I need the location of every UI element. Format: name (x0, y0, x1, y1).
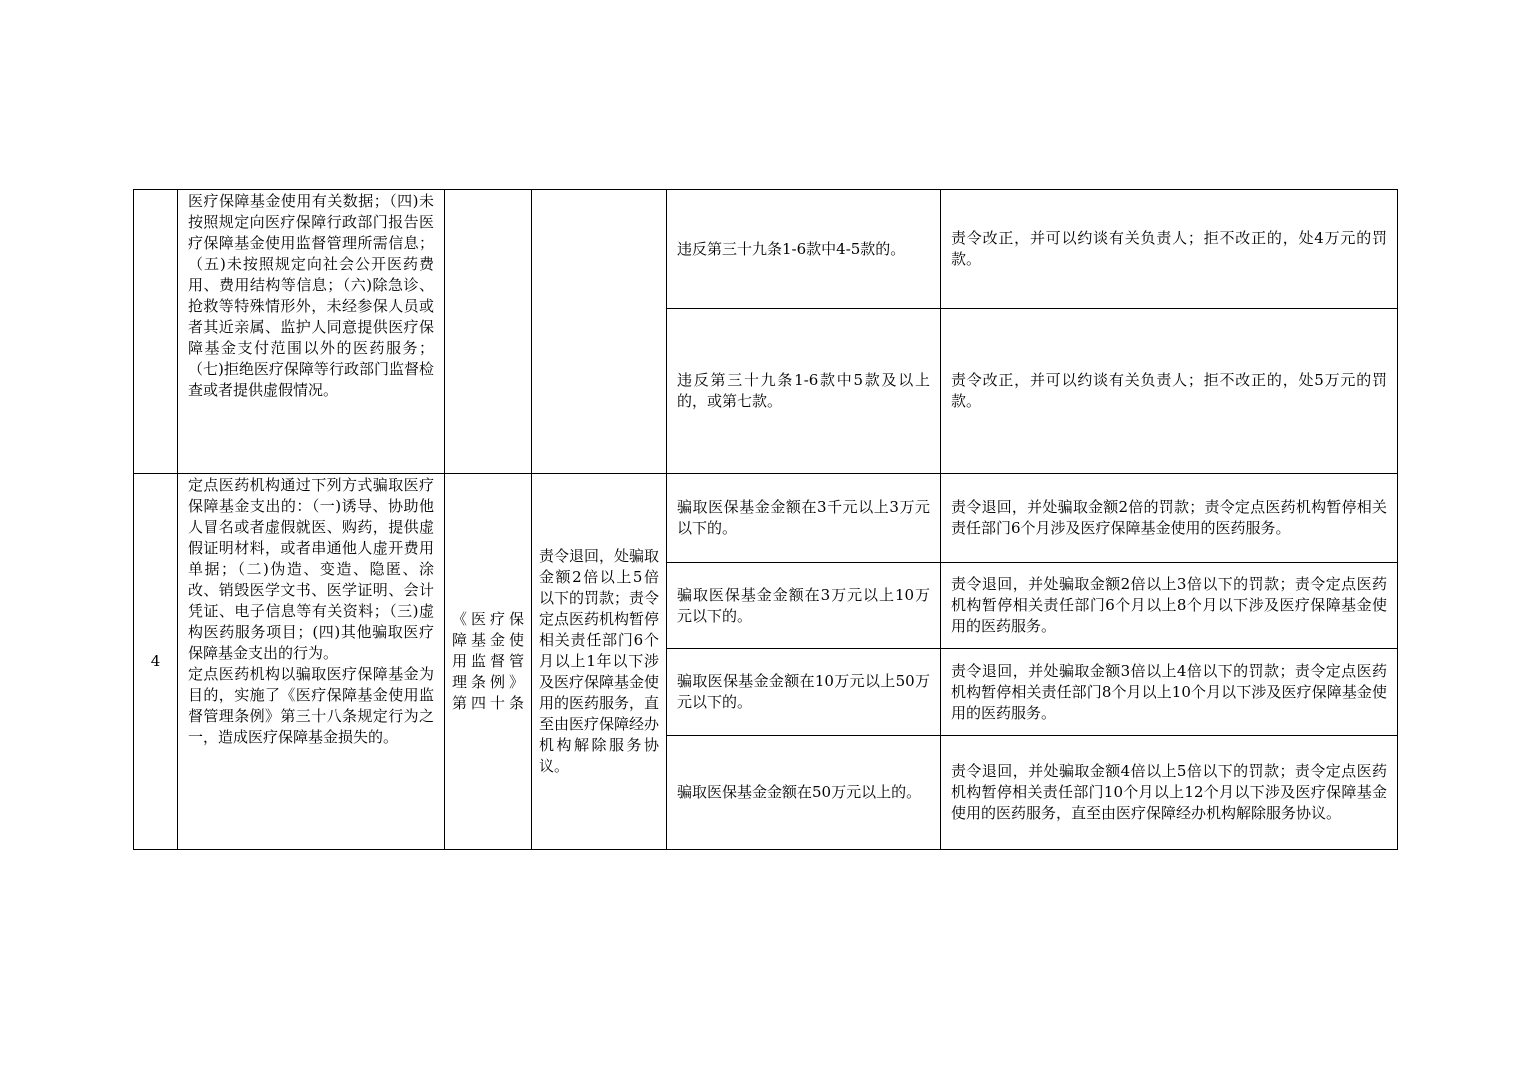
circumstance-cell: 骗取医保基金金额在50万元以上的。 (667, 736, 941, 850)
violation-description-paragraph: 定点医药机构通过下列方式骗取医疗保障基金支出的：（一)诱导、协助他人冒名或者虚假就医、购药，提供虚假证明材料，或者串通他人虚开费用单据；（二)伪造、变造、隐匿、涂改、销毁医学文书、医学证明、会计凭证、电子信息等有关资料；（三)虚构医药服务项目；(四)其他骗取医疗保障基金支出的行为。 (188, 476, 434, 662)
penalty-standard-table (133, 189, 1398, 850)
circumstance-cell: 违反第三十九条1-6款中5款及以上的，或第七款。 (667, 309, 941, 474)
circumstance-cell: 骗取医保基金金额在10万元以上50万元以下的。 (667, 649, 941, 736)
row-number-cell: 4 (134, 474, 178, 850)
penalty-standard-cell: 责令退回，并处骗取金额2倍的罚款；责令定点医药机构暂停相关责任部门6个月涉及医疗保障基金使用的医药服务。 (941, 474, 1398, 563)
violation-description-paragraph: 定点医药机构以骗取医疗保障基金为目的，实施了《医疗保障基金使用监督管理条例》第三十八条规定行为之一，造成医疗保障基金损失的。 (188, 665, 434, 746)
penalty-standard-cell: 责令退回，并处骗取金额2倍以上3倍以下的罚款；责令定点医药机构暂停相关责任部门6个月以上8个月以下涉及医疗保障基金使用的医药服务。 (941, 563, 1398, 649)
penalty-provision-cell (532, 190, 667, 474)
law-basis-cell: 《医疗保障基金使用监督管理条例》第四十条 (445, 474, 532, 850)
law-basis-cell (445, 190, 532, 474)
penalty-standard-cell: 责令退回，并处骗取金额3倍以上4倍以下的罚款；责令定点医药机构暂停相关责任部门8个月以上10个月以下涉及医疗保障基金使用的医药服务。 (941, 649, 1398, 736)
violation-description-cell: 医疗保障基金使用有关数据；（四)未按照规定向医疗保障行政部门报告医疗保障基金使用监督管理所需信息；（五)未按照规定向社会公开医药费用、费用结构等信息；（六)除急诊、抢救等特殊情形外，未经参保人员或者其近亲属、监护人同意提供医疗保障基金支付范围以外的医药服务；（七)拒绝医疗保障等行政部门监督检查或者提供虚假情况。 (178, 190, 445, 474)
circumstance-cell: 骗取医保基金金额在3万元以上10万元以下的。 (667, 563, 941, 649)
penalty-standard-cell: 责令改正，并可以约谈有关负责人；拒不改正的，处4万元的罚款。 (941, 190, 1398, 309)
violation-description-cell (178, 474, 445, 850)
circumstance-cell: 违反第三十九条1-6款中4-5款的。 (667, 190, 941, 309)
penalty-provision-cell: 责令退回，处骗取金额2倍以上5倍以下的罚款；责令定点医药机构暂停相关责任部门6个月以上1年以下涉及医疗保障基金使用的医药服务，直至由医疗保障经办机构解除服务协议。 (532, 474, 667, 850)
row-number-cell (134, 190, 178, 474)
penalty-standard-cell: 责令退回，并处骗取金额4倍以上5倍以下的罚款；责令定点医药机构暂停相关责任部门10个月以上12个月以下涉及医疗保障基金使用的医药服务，直至由医疗保障经办机构解除服务协议。 (941, 736, 1398, 850)
penalty-standard-cell: 责令改正，并可以约谈有关负责人；拒不改正的，处5万元的罚款。 (941, 309, 1398, 474)
table-row (134, 474, 1398, 563)
table-row (134, 190, 1398, 309)
circumstance-cell: 骗取医保基金金额在3千元以上3万元以下的。 (667, 474, 941, 563)
